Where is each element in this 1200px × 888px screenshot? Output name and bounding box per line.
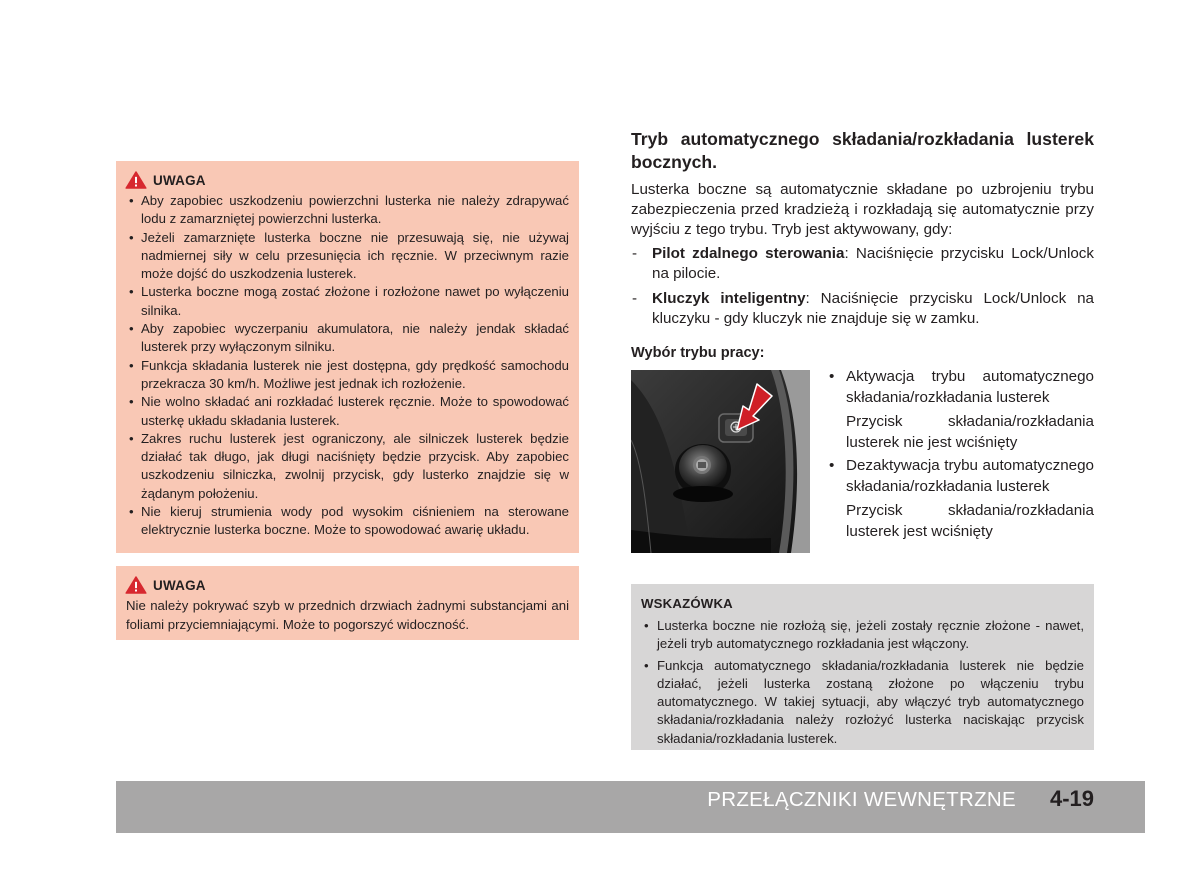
section-title: Tryb automatycznego składania/rozkładania lusterek bocznych. (631, 129, 1094, 172)
mode-label: Dezaktywacja trybu automatycznego składania/rozkładania lusterek (846, 457, 1094, 495)
tip-list (641, 617, 1084, 748)
mirror-fold-switch-photo (631, 370, 810, 553)
warning-item: • Funkcja składania lusterek nie jest dostępna, gdy prędkość samochodu przekracza 30 km/h. Możliwe jest jednak ich rozłożenie. (126, 357, 569, 394)
tip-item: • Lusterka boczne nie rozłożą się, jeżeli zostały ręcznie złożone - nawet, jeżeli tryb automatycznego rozkładania jest włączony. (641, 617, 1084, 654)
warning-item: • Nie kieruj strumienia wody pod wysokim ciśnieniem na sterowane elektrycznie lusterka boczne. Może to spowodować awarię układu. (126, 503, 569, 540)
page-number: 4-19 (1049, 786, 1094, 811)
condition-item (631, 289, 1094, 329)
condition-item (631, 244, 1094, 284)
warning-item: • Jeżeli zamarznięte lusterka boczne nie przesuwają się, nie używaj nadmiernej siły w celu przesunięcia ich ręcznie. W przeciwnym razie może dojść do uszkodzenia lusterek. (126, 229, 569, 284)
warning-title: UWAGA (153, 172, 206, 188)
mode-heading: Wybór trybu pracy: (631, 345, 765, 361)
tip-item: • Funkcja automatycznego składania/rozkładania lusterek nie będzie działać, jeżeli lusterka zostaną złożone po włączeniu trybu automatycznego. W takiej sytuacji, aby włączyć tryb automatycznego składania/rozkładania należy rozłożyć lusterka naciskając przycisk składania/rozkładania lusterek. (641, 657, 1084, 748)
condition-term: Kluczyk inteligentny (652, 290, 806, 307)
warning-header (126, 171, 569, 189)
warning-text: Nie należy pokrywać szyb w przednich drzwiach żadnymi substancjami ani foliami przyciemniającymi. Może to pogorszyć widoczność. (126, 598, 569, 632)
auto-fold-section (631, 128, 1094, 553)
activation-conditions (631, 244, 1094, 329)
warning-item: • Aby zapobiec wyczerpaniu akumulatora, nie należy jendak składać lusterek przy wyłączonym silniku. (126, 320, 569, 357)
mode-item-activate (827, 367, 1094, 453)
condition-desc: : Naciśnięcie przycisku Lock/Unlock na kluczyku - gdy kluczyk nie znajduje się w zamku. (652, 290, 1094, 327)
section-intro: Lusterka boczne są automatycznie składane po uzbrojeniu trybu zabezpieczenia przed kradzieżą i rozkładają się automatycznie przy wyjściu z tego trybu. Tryb jest aktywowany, gdy: (631, 181, 1094, 238)
tip-box (631, 584, 1094, 750)
tip-title: WSKAZÓWKA (641, 596, 733, 611)
mode-note: Przycisk składania/rozkładania lusterek jest wciśnięty (846, 502, 1094, 540)
mode-item-deactivate (827, 456, 1094, 542)
warning-box-window-film (116, 566, 579, 640)
warning-box-mirror-care (116, 161, 579, 553)
condition-term: Pilot zdalnego sterowania (652, 245, 845, 262)
page-footer (116, 781, 1145, 833)
chapter-title: PRZEŁĄCZNIKI WEWNĘTRZNE (707, 788, 1016, 811)
warning-triangle-icon (124, 576, 148, 594)
warning-item: • Lusterka boczne mogą zostać złożone i rozłożone nawet po wyłączeniu silnika. (126, 283, 569, 320)
warning-title: UWAGA (153, 577, 206, 593)
mode-label: Aktywacja trybu automatycznego składania/rozkładania lusterek (846, 368, 1094, 406)
warning-item: • Aby zapobiec uszkodzeniu powierzchni lusterka nie należy zdrapywać lodu z zamarzniętej powierzchni lusterka. (126, 192, 569, 229)
condition-desc: : Naciśnięcie przycisku Lock/Unlock na pilocie. (652, 245, 1094, 282)
mode-note: Przycisk składania/rozkładania lusterek nie jest wciśnięty (846, 413, 1094, 451)
mode-row (631, 370, 1094, 553)
warning-item: • Zakres ruchu lusterek jest ograniczony, ale silniczek lusterek będzie działać tak długo, jak długi naciśnięty będzie przycisk. Aby zapobiec uszkodzeniu silniczka, zwolnij przycisk, gdy lusterko znajdzie się w żądanym położeniu. (126, 430, 569, 503)
mode-list (827, 367, 1094, 553)
warning-item: • Nie wolno składać ani rozkładać lusterek ręcznie. Może to spowodować usterkę układu składania lusterek. (126, 393, 569, 430)
warning-list (126, 192, 569, 540)
warning-header (126, 576, 569, 594)
warning-triangle-icon (124, 171, 148, 189)
